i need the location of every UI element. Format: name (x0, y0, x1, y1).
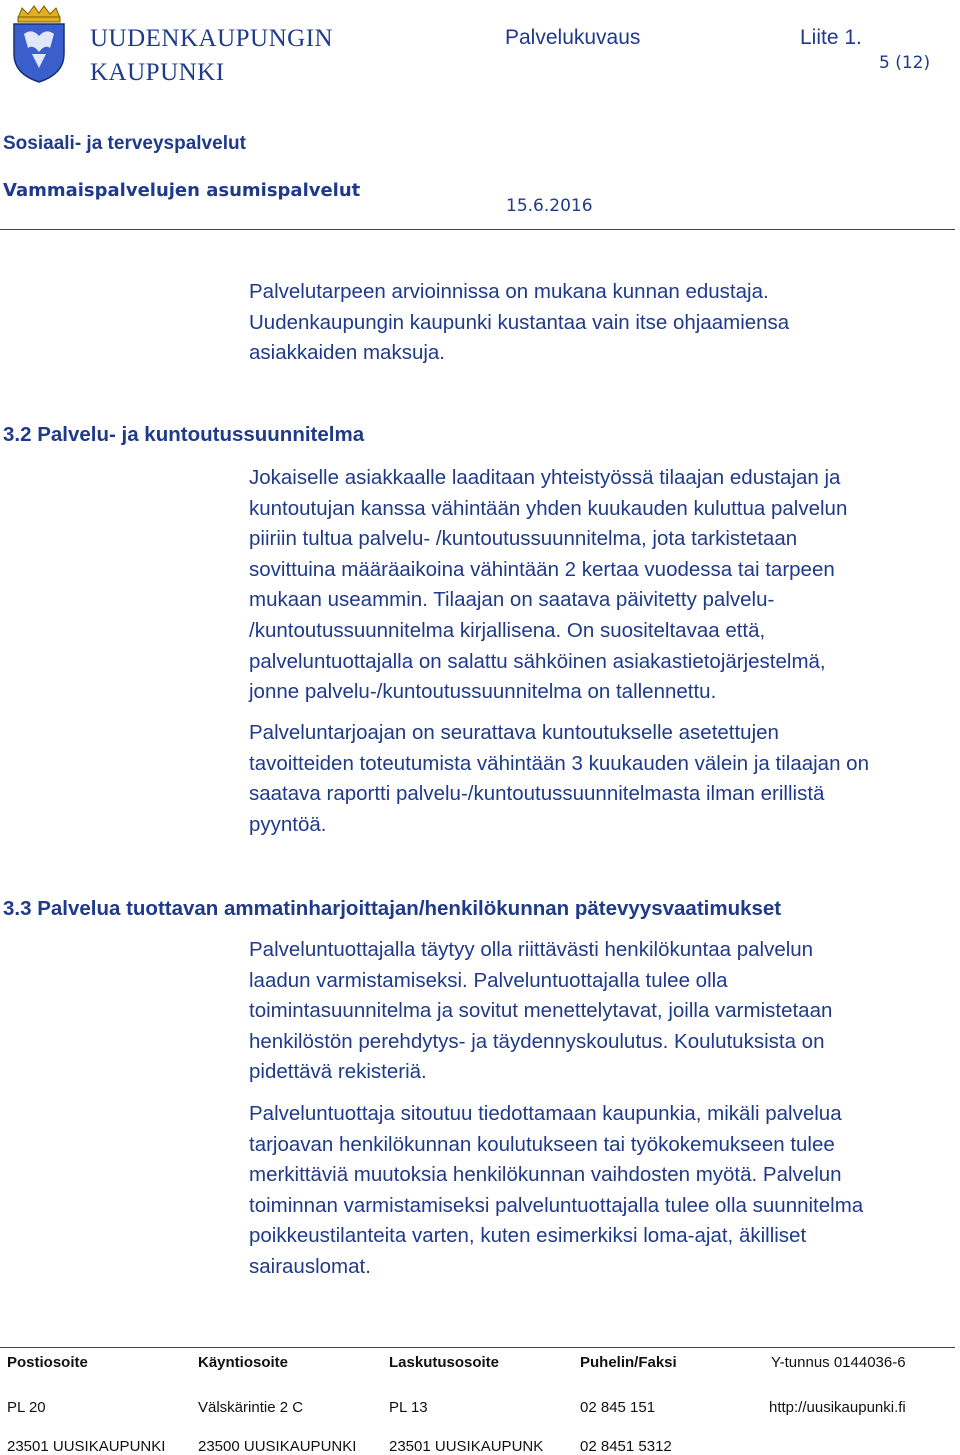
section-3-2-paragraph-1: Jokaiselle asiakkaalle laaditaan yhteistyössä tilaajan edustajan ja kuntoutujan kanssa vähintään yhden kuukauden kuluttua palvelun piiriin tultua palvelu- /kuntoutussuunnitelma, jota tarkistetaan sovittuina määräaikoina vähintään 2 kertaa vuodessa tai tarpeen mukaan useammin. Tilaajan on saatava päivitetty palvelu- /kuntoutussuunnitelma kirjallisena. On suositeltavaa että, palveluntuottajalla on salattu sähköinen asiakastietojärjestelmä, jonne palvelu-/kuntoutussuunnitelma on tallennettu. (249, 466, 848, 704)
footer-divider (0, 1347, 955, 1348)
attachment-label: Liite 1. (800, 26, 862, 49)
doc-type: Palvelukuvaus (505, 26, 641, 49)
coat-of-arms-icon (10, 4, 68, 84)
section-3-3-paragraph-2: Palveluntuottaja sitoutuu tiedottamaan kaupunkia, mikäli palvelua tarjoavan henkilökunnan koulutukseen tai työkokemukseen tulee merkittäviä muutoksia henkilökunnan vaihdosten myötä. Palvelun toiminnan varmistamiseksi palveluntuottajalla tulee olla suunnitelma poikkeustilanteita varten, kuten esimerkiksi loma-ajat, äkilliset sairauslomat. (249, 1102, 864, 1278)
document-date: 15.6.2016 (506, 196, 593, 216)
footer-postal-city: 23501 UUSIKAUPUNKI (7, 1438, 166, 1455)
department: Sosiaali- ja terveyspalvelut (3, 133, 246, 154)
section-3-3-paragraph-1: Palveluntuottajalla täytyy olla riittävästi henkilökuntaa palvelun laadun varmistamiseksi. Palveluntuottajalla tulee olla toimintasuunnitelma ja sovitut menettelytavat, joilla varmistetaan henkilöstön perehdytys- ja täydennyskoulutus. Koulutuksista on pidettävä rekisteriä. (249, 938, 833, 1084)
footer-header-phone: Puhelin/Faksi (580, 1354, 677, 1371)
footer-visit-street: Välskärintie 2 C (198, 1399, 304, 1416)
footer-billing-city: 23501 UUSIKAUPUNK (389, 1438, 544, 1455)
section-heading-3-3: 3.3 Palvelua tuottavan ammatinharjoittajan/henkilökunnan pätevyysvaatimukset (3, 897, 782, 920)
header-divider (0, 229, 955, 230)
footer-header-billing: Laskutusosoite (389, 1354, 500, 1371)
intro-paragraph: Palvelutarpeen arvioinnissa on mukana kunnan edustaja. Uudenkaupungin kaupunki kustantaa vain itse ohjaamiensa asiakkaiden maksuja. (249, 280, 790, 365)
section-3-2-paragraph-2: Palveluntarjoajan on seurattava kuntoutukselle asetettujen tavoitteiden toteutumista vähintään 3 kuukauden välein ja tilaajan on saatava raportti palvelu-/kuntoutussuunnitelmasta ilman erillistä pyyntöä. (249, 721, 869, 836)
footer-visit-city: 23500 UUSIKAUPUNKI (198, 1438, 357, 1455)
footer-phone: 02 845 151 (580, 1399, 656, 1416)
footer-fax: 02 8451 5312 (580, 1438, 672, 1455)
footer-postal-box: PL 20 (7, 1399, 46, 1416)
footer-business-id: Y-tunnus 0144036-6 (771, 1354, 906, 1371)
footer-header-visit: Käyntiosoite (198, 1354, 289, 1371)
footer-website-link[interactable]: http://uusikaupunki.fi (769, 1399, 906, 1416)
unit: Vammaispalvelujen asumispalvelut (3, 180, 361, 201)
footer-billing-box: PL 13 (389, 1399, 428, 1416)
org-name-line1: UUDENKAUPUNGIN (90, 25, 334, 52)
footer-header-postal: Postiosoite (7, 1354, 88, 1371)
org-name-line2: KAUPUNKI (90, 59, 225, 86)
page-number: 5 (12) (879, 53, 931, 73)
section-heading-3-2: 3.2 Palvelu- ja kuntoutussuunnitelma (3, 423, 365, 446)
